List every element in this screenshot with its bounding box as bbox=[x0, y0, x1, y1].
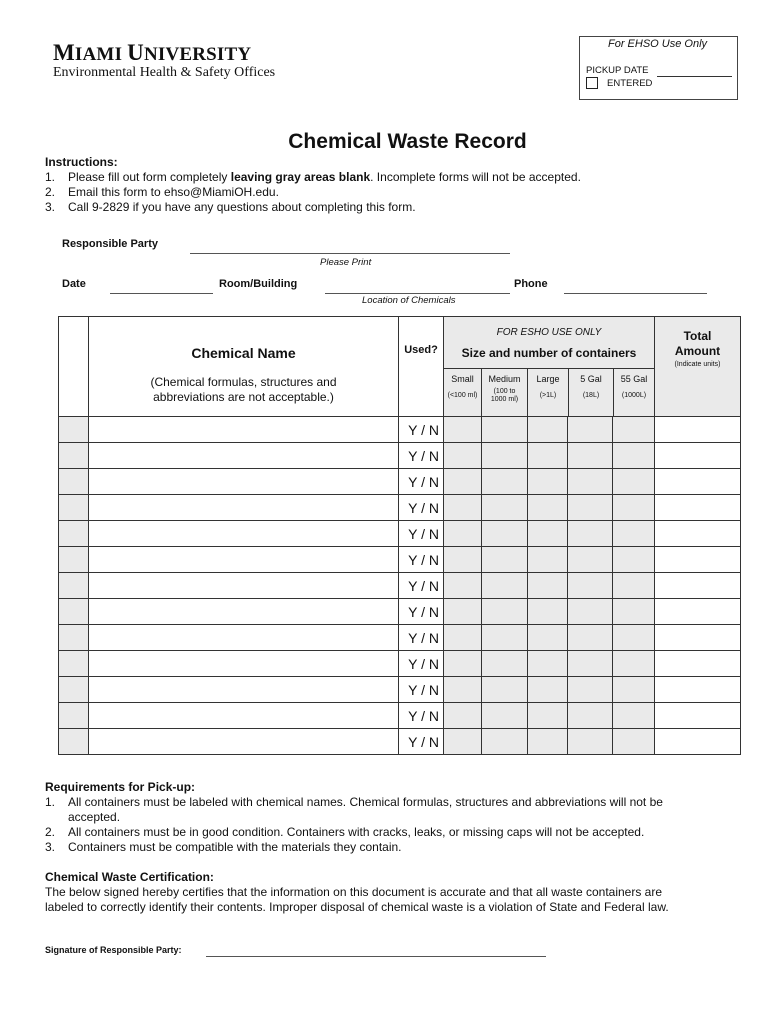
row-index-header bbox=[59, 317, 89, 417]
5gal-count-cell bbox=[568, 417, 613, 443]
chemical-note-line-1: (Chemical formulas, structures and bbox=[150, 375, 337, 389]
department-name: Environmental Health & Safety Offices bbox=[53, 65, 276, 80]
instruction-text: Please fill out form completely bbox=[68, 170, 231, 184]
chemical-name-cell[interactable] bbox=[89, 521, 399, 547]
chemical-name-title: Chemical Name bbox=[191, 345, 296, 361]
table-row bbox=[59, 521, 741, 547]
size-name: 5 Gal bbox=[580, 374, 602, 384]
requirement-number: 3. bbox=[45, 840, 56, 854]
55gal-count-cell bbox=[613, 469, 655, 495]
medium-count-cell bbox=[481, 729, 527, 755]
medium-count-cell bbox=[481, 599, 527, 625]
chemical-waste-table bbox=[58, 316, 741, 755]
medium-count-cell bbox=[481, 651, 527, 677]
total-amount-cell[interactable] bbox=[655, 729, 741, 755]
size-range: (18L) bbox=[582, 392, 600, 399]
small-count-cell bbox=[444, 547, 482, 573]
total-amount-cell[interactable] bbox=[655, 651, 741, 677]
total-amount-cell[interactable] bbox=[655, 599, 741, 625]
55gal-count-cell bbox=[613, 729, 655, 755]
used-yn-cell[interactable]: Y / N bbox=[399, 729, 444, 755]
55gal-count-cell bbox=[613, 677, 655, 703]
chemical-name-cell[interactable] bbox=[89, 547, 399, 573]
size-medium bbox=[482, 369, 528, 416]
used-yn-cell[interactable]: Y / N bbox=[399, 495, 444, 521]
row-index-cell bbox=[59, 573, 89, 599]
small-count-cell bbox=[444, 521, 482, 547]
large-count-cell bbox=[527, 573, 568, 599]
ehso-only-label: FOR ESHO USE ONLY bbox=[496, 327, 602, 338]
table-row bbox=[59, 599, 741, 625]
medium-count-cell bbox=[481, 547, 527, 573]
size-name: Medium bbox=[488, 374, 521, 384]
small-count-cell bbox=[444, 469, 482, 495]
size-small bbox=[444, 369, 482, 416]
row-index-cell bbox=[59, 625, 89, 651]
row-index-cell bbox=[59, 495, 89, 521]
table-header-row bbox=[59, 317, 741, 417]
size-heading: Size and number of containers bbox=[461, 346, 637, 360]
large-count-cell bbox=[527, 703, 568, 729]
total-amount-cell[interactable] bbox=[655, 417, 741, 443]
small-count-cell bbox=[444, 417, 482, 443]
5gal-count-cell bbox=[568, 469, 613, 495]
5gal-count-cell bbox=[568, 495, 613, 521]
table-row bbox=[59, 651, 741, 677]
room-building-field[interactable] bbox=[325, 293, 510, 294]
row-index-cell bbox=[59, 443, 89, 469]
chemical-name-cell[interactable] bbox=[89, 703, 399, 729]
requirement-item bbox=[45, 825, 644, 839]
55gal-count-cell bbox=[613, 573, 655, 599]
total-amount-cell[interactable] bbox=[655, 495, 741, 521]
5gal-count-cell bbox=[568, 547, 613, 573]
table-row bbox=[59, 417, 741, 443]
table-row bbox=[59, 469, 741, 495]
used-title: Used? bbox=[404, 344, 438, 356]
row-index-cell bbox=[59, 547, 89, 573]
used-yn-cell[interactable]: Y / N bbox=[399, 573, 444, 599]
chemical-name-cell[interactable] bbox=[89, 495, 399, 521]
size-range: (1000L) bbox=[621, 392, 647, 399]
table-row bbox=[59, 573, 741, 599]
size-name: 55 Gal bbox=[620, 374, 648, 384]
used-yn-cell[interactable]: Y / N bbox=[399, 547, 444, 573]
requirement-text: All containers must be in good condition. Containers with cracks, leaks, or missing caps will not be accepted. bbox=[68, 825, 645, 839]
requirement-item bbox=[45, 795, 663, 809]
5gal-count-cell bbox=[568, 729, 613, 755]
pickup-date-label: PICKUP DATE bbox=[586, 65, 649, 76]
size-large bbox=[528, 369, 569, 416]
large-count-cell bbox=[527, 547, 568, 573]
instruction-number: 1. bbox=[45, 170, 56, 184]
large-count-cell bbox=[527, 625, 568, 651]
small-count-cell bbox=[444, 703, 482, 729]
date-field[interactable] bbox=[110, 293, 213, 294]
total-amount-cell[interactable] bbox=[655, 521, 741, 547]
medium-count-cell bbox=[481, 443, 527, 469]
medium-count-cell bbox=[481, 677, 527, 703]
responsible-party-field[interactable] bbox=[190, 253, 510, 254]
chemical-name-cell[interactable] bbox=[89, 651, 399, 677]
used-yn-cell[interactable]: Y / N bbox=[399, 625, 444, 651]
5gal-count-cell bbox=[568, 443, 613, 469]
used-yn-cell[interactable]: Y / N bbox=[399, 521, 444, 547]
large-count-cell bbox=[527, 651, 568, 677]
total-amount-cell[interactable] bbox=[655, 573, 741, 599]
size-header-top bbox=[444, 317, 654, 369]
phone-field[interactable] bbox=[564, 293, 707, 294]
org-cap-2: U bbox=[127, 40, 144, 65]
org-rest-2: NIVERSITY bbox=[143, 44, 252, 65]
55gal-count-cell bbox=[613, 703, 655, 729]
medium-count-cell bbox=[481, 521, 527, 547]
table-row bbox=[59, 677, 741, 703]
instruction-item bbox=[45, 185, 279, 199]
size-name: Small bbox=[451, 374, 474, 384]
large-count-cell bbox=[527, 417, 568, 443]
medium-count-cell bbox=[481, 573, 527, 599]
55gal-count-cell bbox=[613, 495, 655, 521]
55gal-count-cell bbox=[613, 599, 655, 625]
large-count-cell bbox=[527, 469, 568, 495]
medium-count-cell bbox=[481, 417, 527, 443]
instruction-bold-text: leaving gray areas blank bbox=[230, 170, 371, 184]
requirement-continuation: accepted. bbox=[68, 810, 121, 824]
used-yn-cell[interactable]: Y / N bbox=[399, 417, 444, 443]
amount-label: Amount bbox=[674, 344, 721, 358]
row-index-cell bbox=[59, 677, 89, 703]
chemical-name-note bbox=[89, 375, 398, 405]
instruction-number: 2. bbox=[45, 185, 56, 199]
5gal-count-cell bbox=[568, 521, 613, 547]
total-amount-title bbox=[655, 329, 740, 359]
requirement-text: Containers must be compatible with the materials they contain. bbox=[68, 840, 402, 854]
phone-label: Phone bbox=[514, 278, 548, 290]
55gal-count-cell bbox=[613, 625, 655, 651]
indicate-units-label: (Indicate units) bbox=[674, 361, 721, 368]
signature-field[interactable] bbox=[206, 956, 546, 957]
date-label: Date bbox=[62, 278, 86, 290]
small-count-cell bbox=[444, 677, 482, 703]
used-yn-cell[interactable]: Y / N bbox=[399, 703, 444, 729]
row-index-cell bbox=[59, 729, 89, 755]
row-index-cell bbox=[59, 521, 89, 547]
chemical-name-cell[interactable] bbox=[89, 677, 399, 703]
chemical-name-cell[interactable] bbox=[89, 625, 399, 651]
row-index-cell bbox=[59, 417, 89, 443]
large-count-cell bbox=[527, 677, 568, 703]
used-yn-cell[interactable]: Y / N bbox=[399, 469, 444, 495]
5gal-count-cell bbox=[568, 677, 613, 703]
chemical-name-header bbox=[89, 317, 399, 417]
small-count-cell bbox=[444, 495, 482, 521]
org-rest-1: IAMI bbox=[74, 44, 128, 65]
medium-count-cell bbox=[481, 703, 527, 729]
total-amount-cell[interactable] bbox=[655, 443, 741, 469]
5gal-count-cell bbox=[568, 703, 613, 729]
55gal-count-cell bbox=[613, 521, 655, 547]
instruction-item bbox=[45, 170, 581, 184]
table-row bbox=[59, 729, 741, 755]
size-subheaders bbox=[444, 369, 654, 416]
instruction-text: Email this form to ehso@MiamiOH.edu. bbox=[68, 185, 279, 199]
requirement-text: All containers must be labeled with chemical names. Chemical formulas, structures and abbreviations will not be bbox=[68, 795, 663, 809]
certification-line-2: labeled to correctly identify their contents. Improper disposal of chemical waste is a violation of State and Federal law. bbox=[45, 900, 669, 914]
small-count-cell bbox=[444, 651, 482, 677]
size-range: (>1L) bbox=[539, 392, 557, 399]
small-count-cell bbox=[444, 729, 482, 755]
large-count-cell bbox=[527, 599, 568, 625]
instructions-heading: Instructions: bbox=[45, 155, 118, 169]
5gal-count-cell bbox=[568, 599, 613, 625]
chemical-name-cell[interactable] bbox=[89, 599, 399, 625]
used-header bbox=[399, 317, 444, 417]
row-index-cell bbox=[59, 599, 89, 625]
total-amount-cell[interactable] bbox=[655, 469, 741, 495]
org-cap-1: M bbox=[53, 40, 75, 65]
5gal-count-cell bbox=[568, 651, 613, 677]
responsible-party-label: Responsible Party bbox=[62, 238, 158, 250]
requirement-number: 2. bbox=[45, 825, 56, 839]
55gal-count-cell bbox=[613, 547, 655, 573]
55gal-count-cell bbox=[613, 443, 655, 469]
small-count-cell bbox=[444, 573, 482, 599]
size-name: Large bbox=[536, 374, 560, 384]
size-header bbox=[444, 317, 655, 417]
total-label: Total bbox=[683, 329, 712, 343]
certification-heading: Chemical Waste Certification: bbox=[45, 870, 214, 884]
large-count-cell bbox=[527, 521, 568, 547]
table-row bbox=[59, 625, 741, 651]
55gal-count-cell bbox=[613, 651, 655, 677]
certification-line-1: The below signed hereby certifies that the information on this document is accurate and that all waste containers are bbox=[45, 885, 663, 899]
chemical-name-cell[interactable] bbox=[89, 443, 399, 469]
size-range: (100 to 1000 ml) bbox=[490, 388, 519, 403]
medium-count-cell bbox=[481, 625, 527, 651]
total-amount-cell[interactable] bbox=[655, 703, 741, 729]
requirements-heading: Requirements for Pick-up: bbox=[45, 780, 196, 794]
requirement-number: 1. bbox=[45, 795, 56, 809]
total-amount-header bbox=[655, 317, 741, 417]
instruction-item bbox=[45, 200, 416, 214]
row-index-cell bbox=[59, 703, 89, 729]
total-amount-cell[interactable] bbox=[655, 625, 741, 651]
5gal-count-cell bbox=[568, 573, 613, 599]
small-count-cell bbox=[444, 443, 482, 469]
5gal-count-cell bbox=[568, 625, 613, 651]
table-row bbox=[59, 443, 741, 469]
small-count-cell bbox=[444, 599, 482, 625]
signature-label: Signature of Responsible Party: bbox=[45, 945, 182, 955]
table-row bbox=[59, 547, 741, 573]
medium-count-cell bbox=[481, 495, 527, 521]
ehso-box-title: For EHSO Use Only bbox=[608, 38, 708, 50]
please-print-hint: Please Print bbox=[320, 257, 372, 268]
chemical-name-cell[interactable] bbox=[89, 469, 399, 495]
used-yn-cell[interactable]: Y / N bbox=[399, 677, 444, 703]
size-5gal bbox=[569, 369, 614, 416]
used-yn-cell[interactable]: Y / N bbox=[399, 651, 444, 677]
row-index-cell bbox=[59, 469, 89, 495]
total-amount-cell[interactable] bbox=[655, 547, 741, 573]
table-row bbox=[59, 495, 741, 521]
large-count-cell bbox=[527, 729, 568, 755]
row-index-cell bbox=[59, 651, 89, 677]
chemical-name-cell[interactable] bbox=[89, 729, 399, 755]
pickup-date-field[interactable] bbox=[657, 65, 732, 77]
university-name bbox=[53, 40, 251, 66]
small-count-cell bbox=[444, 625, 482, 651]
chemical-name-cell[interactable] bbox=[89, 573, 399, 599]
chemical-name-cell[interactable] bbox=[89, 417, 399, 443]
entered-checkbox[interactable] bbox=[586, 77, 598, 89]
instruction-text-end: . Incomplete forms will not be accepted. bbox=[370, 170, 581, 184]
instruction-number: 3. bbox=[45, 200, 56, 214]
entered-label: ENTERED bbox=[607, 78, 653, 89]
location-hint: Location of Chemicals bbox=[362, 295, 456, 306]
large-count-cell bbox=[527, 443, 568, 469]
room-building-label: Room/Building bbox=[219, 278, 298, 290]
used-yn-cell[interactable]: Y / N bbox=[399, 599, 444, 625]
large-count-cell bbox=[527, 495, 568, 521]
used-yn-cell[interactable]: Y / N bbox=[399, 443, 444, 469]
chemical-note-line-2: abbreviations are not acceptable.) bbox=[153, 390, 334, 404]
size-range: (<100 ml) bbox=[447, 392, 478, 399]
requirement-item bbox=[45, 840, 402, 854]
form-title: Chemical Waste Record bbox=[288, 130, 527, 153]
size-55gal bbox=[614, 369, 654, 416]
instruction-text: Call 9-2829 if you have any questions about completing this form. bbox=[68, 200, 416, 214]
total-amount-cell[interactable] bbox=[655, 677, 741, 703]
medium-count-cell bbox=[481, 469, 527, 495]
table-row bbox=[59, 703, 741, 729]
55gal-count-cell bbox=[613, 417, 655, 443]
